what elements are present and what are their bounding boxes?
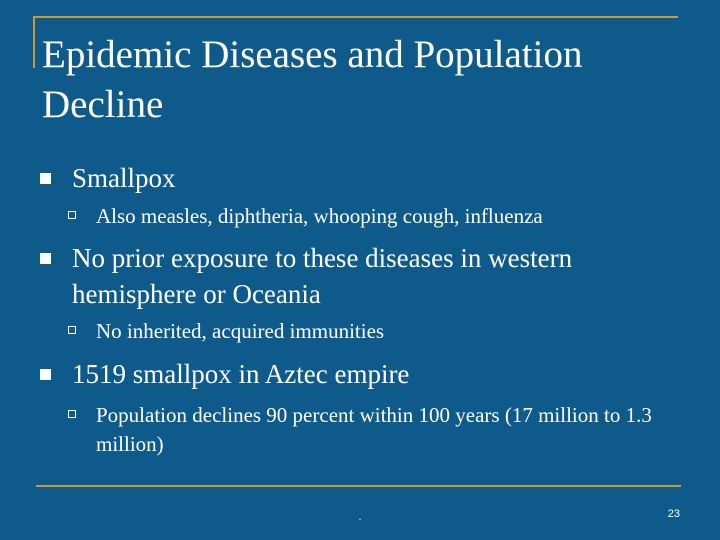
- footer-text: .: [358, 512, 362, 523]
- hollow-square-bullet-icon: [68, 410, 76, 418]
- sub-bullet-text: No inherited, acquired immunities: [96, 319, 385, 343]
- sub-bullet-text: Population declines 90 percent within 100 years (17 million to 1.3 million): [96, 403, 652, 456]
- frame-left-rule: [33, 16, 35, 68]
- filled-square-bullet-icon: [40, 369, 51, 380]
- page-number: 23: [667, 508, 680, 520]
- frame-top-rule: [33, 16, 678, 18]
- hollow-square-bullet-icon: [68, 326, 76, 334]
- slide-title: Epidemic Diseases and Population Decline: [42, 33, 583, 126]
- filled-square-bullet-icon: [40, 173, 51, 184]
- hollow-square-bullet-icon: [68, 211, 76, 219]
- sub-bullet-text: Also measles, diphtheria, whooping cough, influenza: [96, 204, 543, 228]
- bullet-text: 1519 smallpox in Aztec empire: [72, 359, 410, 389]
- footer-rule: [36, 485, 681, 487]
- filled-square-bullet-icon: [40, 253, 51, 264]
- bullet-text: Smallpox: [72, 163, 176, 193]
- bullet-text: No prior exposure to these diseases in western hemisphere or Oceania: [72, 243, 573, 309]
